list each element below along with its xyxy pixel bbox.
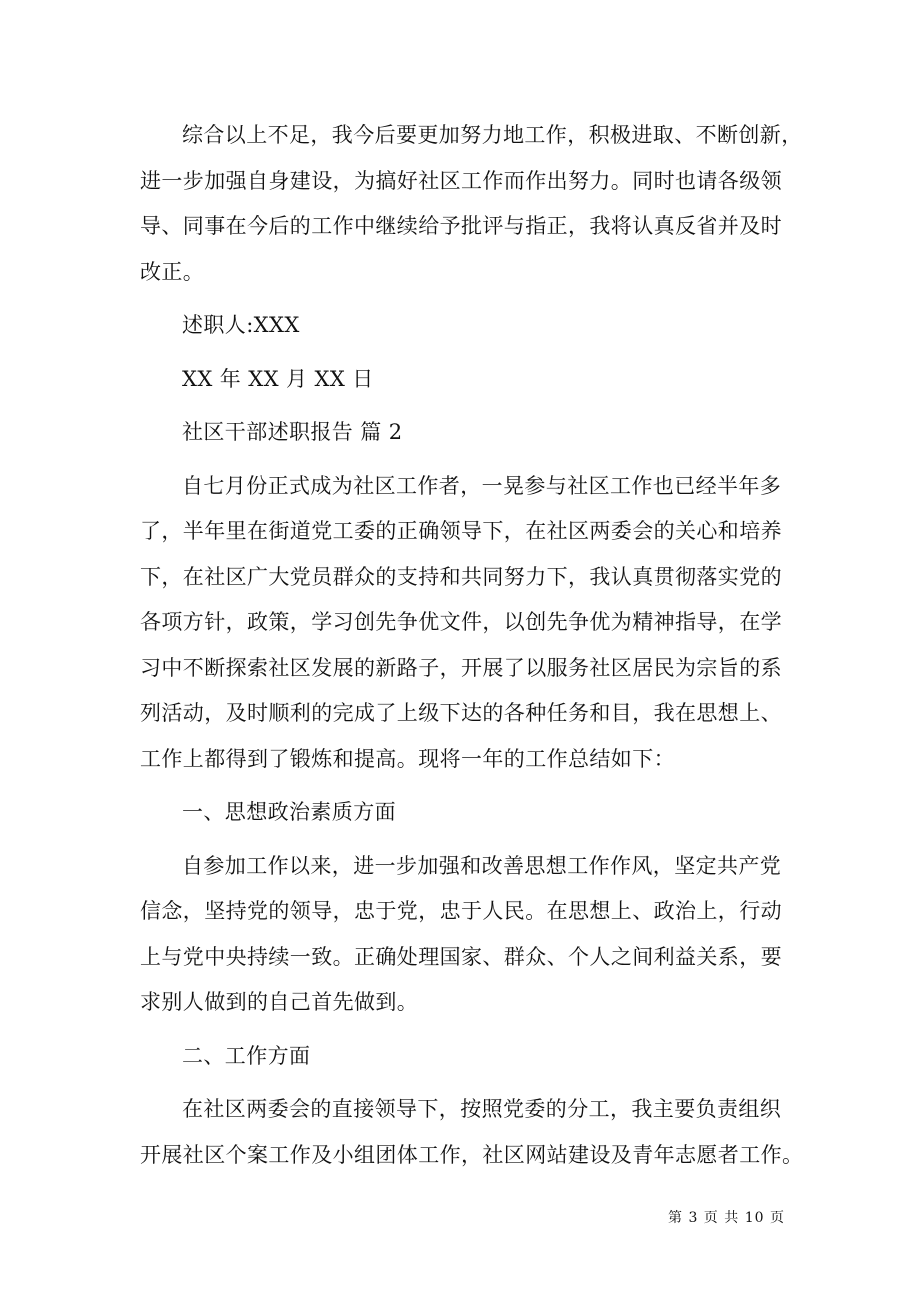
text-line: 工作上都得到了锻炼和提高。现将一年的工作总结如下： <box>140 746 675 771</box>
text-line: 信念，坚持党的领导，忠于党，忠于人民。在思想上、政治上，行动 <box>140 899 782 923</box>
text-line: 在社区两委会的直接领导下，按照党委的分工，我主要负责组织 <box>182 1097 782 1121</box>
signature-line <box>140 303 782 349</box>
date-line <box>140 357 782 403</box>
heading-political-quality <box>140 790 782 836</box>
section-title <box>140 410 782 456</box>
text-line: 下，在社区广大党员群众的支持和共同努力下，我认真贯彻落实党的 <box>140 564 782 589</box>
text-line: 综合以上不足，我今后要更加努力地工作，积极进取、不断创新， <box>182 123 803 147</box>
paragraph-political-quality <box>140 844 782 1026</box>
text-line: 习中不断探索社区发展的新路子，开展了以服务社区居民为宗旨的系 <box>140 655 782 680</box>
text-line: 求别人做到的自己首先做到。 <box>140 990 419 1014</box>
paragraph-work <box>140 1087 804 1178</box>
text-line: 自参加工作以来，进一步加强和改善思想工作作风，坚定共产党 <box>182 853 782 878</box>
text-line: 一、思想政治素质方面 <box>182 800 396 824</box>
paragraph-closing-summary <box>140 113 803 295</box>
text-line: 了，半年里在街道党工委的正确领导下，在社区两委会的关心和培养 <box>140 519 782 543</box>
paragraph-introduction <box>140 464 782 783</box>
text-line: 进一步加强自身建设，为搞好社区工作而作出努力。同时也请各级领 <box>140 168 782 193</box>
text-line: 列活动，及时顺利的完成了上级下达的各种任务和目，我在思想上、 <box>140 701 782 725</box>
text-line: 自七月份正式成为社区工作者，一晃参与社区工作也已经半年多 <box>182 473 782 498</box>
document-body <box>140 113 804 1186</box>
text-line: 开展社区个案工作及小组团体工作，社区网站建设及青年志愿者工作。 <box>140 1142 804 1167</box>
text-line: 社区干部述职报告 篇 2 <box>182 420 403 444</box>
text-line: 上与党中央持续一致。正确处理国家、群众、个人之间利益关系，要 <box>140 944 782 969</box>
text-line: XX 年 XX 月 XX 日 <box>182 366 374 391</box>
text-line: 各项方针，政策，学习创先争优文件，以创先争优为精神指导，在学 <box>140 610 782 634</box>
text-line: 述职人:XXX <box>182 313 300 337</box>
text-line: 导、同事在今后的工作中继续给予批评与指正，我将认真反省并及时 <box>140 214 782 238</box>
text-line: 二、工作方面 <box>182 1043 311 1068</box>
text-line: 改正。 <box>140 259 205 284</box>
page-number: 第 3 页 共 10 页 <box>668 1210 785 1226</box>
heading-work <box>140 1034 782 1080</box>
